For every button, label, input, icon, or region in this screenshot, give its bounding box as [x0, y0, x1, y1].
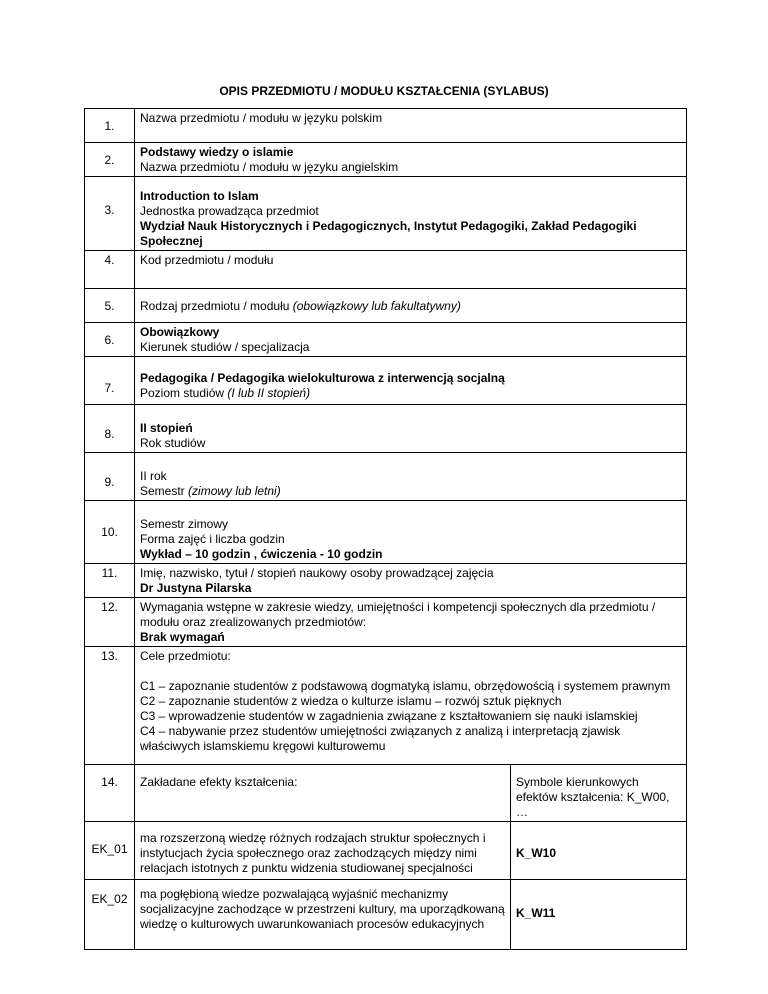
goal-item: C3 – wprowadzenie studentów w zagadnienia związane z kształtowaniem się nauki islamskiej	[140, 709, 638, 723]
goal-item: C2 – zapoznanie studentów z wiedza o kulturze islamu – rozwój sztuk pięknych	[140, 694, 562, 708]
row-label: Poziom studiów	[140, 386, 225, 400]
row-value: II stopień	[140, 421, 193, 435]
syllabus-row	[85, 357, 687, 405]
row-number: 6.	[85, 323, 135, 357]
effect-text: ma pogłębioną wiedze pozwalającą wyjaśnić mechanizmy socjalizacyjne zachodzące w przestrzeni kultury, ma uporządkowaną wiedzę o kulturowych uwarunkowaniach procesów edukacyjnych	[135, 880, 511, 950]
row-label: Rok studiów	[140, 436, 206, 450]
row-label: Imię, nazwisko, tytuł / stopień naukowy osoby prowadzącej zajęcia	[140, 566, 494, 580]
syllabus-row	[85, 109, 687, 143]
row-content	[135, 289, 687, 323]
row-label: Nazwa przedmiotu / modułu w języku angielskim	[140, 160, 399, 174]
effect-code: EK_01	[85, 822, 135, 880]
row-content	[135, 647, 687, 765]
syllabus-row	[85, 251, 687, 289]
syllabus-row	[85, 289, 687, 323]
row-content	[135, 453, 687, 501]
row-label: Rodzaj przedmiotu / modułu	[140, 299, 290, 313]
effects-header-label: Zakładane efekty kształcenia:	[135, 765, 511, 822]
syllabus-row	[85, 177, 687, 251]
row-label: Semestr	[140, 484, 185, 498]
row-label: Forma zajęć i liczba godzin	[140, 532, 285, 546]
effect-symbol: K_W10	[511, 822, 687, 880]
row-number: 12.	[85, 598, 135, 647]
row-label-note: (I lub II stopień)	[227, 386, 311, 400]
row-number: 1.	[85, 109, 135, 143]
row-value: Semestr zimowy	[140, 517, 229, 531]
row-value: Wydział Nauk Historycznych i Pedagogicznych, Instytut Pedagogiki, Zakład Pedagogiki Społecznej	[140, 219, 637, 248]
row-content	[135, 598, 687, 647]
goal-item: C1 – zapoznanie studentów z podstawową dogmatyką islamu, obrzędowością i systemem prawnym	[140, 679, 671, 693]
row-label: Nazwa przedmiotu / modułu w języku polskim	[140, 111, 383, 125]
row-value: Wykład – 10 godzin , ćwiczenia - 10 godzin	[140, 547, 383, 561]
row-number: 13.	[85, 647, 135, 765]
syllabus-row	[85, 453, 687, 501]
row-number: 5.	[85, 289, 135, 323]
syllabus-row	[85, 598, 687, 647]
row-number: 14.	[85, 765, 135, 822]
row-number: 4.	[85, 251, 135, 289]
row-content	[135, 501, 687, 564]
row-content	[135, 109, 687, 143]
effects-header-row	[85, 765, 687, 822]
row-value: Podstawy wiedzy o islamie	[140, 145, 294, 159]
row-content	[135, 357, 687, 405]
syllabus-row	[85, 647, 687, 765]
effect-text: ma rozszerzoną wiedzę różnych rodzajach struktur społecznych i instytucjach życia społecznego oraz zachodzących między nimi relacjach istotnych z punktu widzenia studiowanej specjalności	[135, 822, 511, 880]
goals-list	[140, 679, 681, 754]
row-value: Introduction to Islam	[140, 189, 259, 203]
row-number: 2.	[85, 143, 135, 177]
row-value: Dr Justyna Pilarska	[140, 581, 252, 595]
row-content	[135, 564, 687, 598]
row-value: Brak wymagań	[140, 630, 225, 644]
goal-item: C4 – nabywanie przez studentów umiejętności związanych z analizą i interpretacją zjawisk właściwych islamskiemu kręgowi kulturowemu	[140, 724, 621, 753]
syllabus-row	[85, 405, 687, 453]
row-number: 3.	[85, 177, 135, 251]
effects-header-symbol: Symbole kierunkowych efektów kształcenia: K_W00, …	[511, 765, 687, 822]
syllabus-row	[85, 323, 687, 357]
row-content	[135, 177, 687, 251]
row-value: II rok	[140, 469, 167, 483]
row-label-note: (zimowy lub letni)	[188, 484, 281, 498]
row-content	[135, 405, 687, 453]
effect-row	[85, 880, 687, 950]
row-label: Wymagania wstępne w zakresie wiedzy, umiejętności i kompetencji społecznych dla przedmiotu / modułu oraz zrealizowanych przedmiotów:	[140, 600, 656, 629]
row-number: 11.	[85, 564, 135, 598]
row-content	[135, 143, 687, 177]
effect-code: EK_02	[85, 880, 135, 950]
document-title: OPIS PRZEDMIOTU / MODUŁU KSZTAŁCENIA (SYLABUS)	[219, 84, 549, 98]
row-content	[135, 251, 687, 289]
row-number: 10.	[85, 501, 135, 564]
row-value: Pedagogika / Pedagogika wielokulturowa z interwencją socjalną	[140, 371, 505, 385]
row-number: 7.	[85, 357, 135, 405]
row-number: 9.	[85, 453, 135, 501]
effect-symbol: K_W11	[511, 880, 687, 950]
syllabus-row	[85, 143, 687, 177]
syllabus-row	[85, 501, 687, 564]
effect-row	[85, 822, 687, 880]
row-content	[135, 323, 687, 357]
syllabus-table	[84, 108, 687, 950]
syllabus-row	[85, 564, 687, 598]
row-label: Kierunek studiów / specjalizacja	[140, 340, 310, 354]
row-label-note: (obowiązkowy lub fakultatywny)	[292, 299, 461, 313]
row-label: Kod przedmiotu / modułu	[140, 253, 274, 267]
row-label: Jednostka prowadząca przedmiot	[140, 204, 319, 218]
row-label: Cele przedmiotu:	[140, 649, 231, 663]
row-number: 8.	[85, 405, 135, 453]
row-value: Obowiązkowy	[140, 325, 220, 339]
